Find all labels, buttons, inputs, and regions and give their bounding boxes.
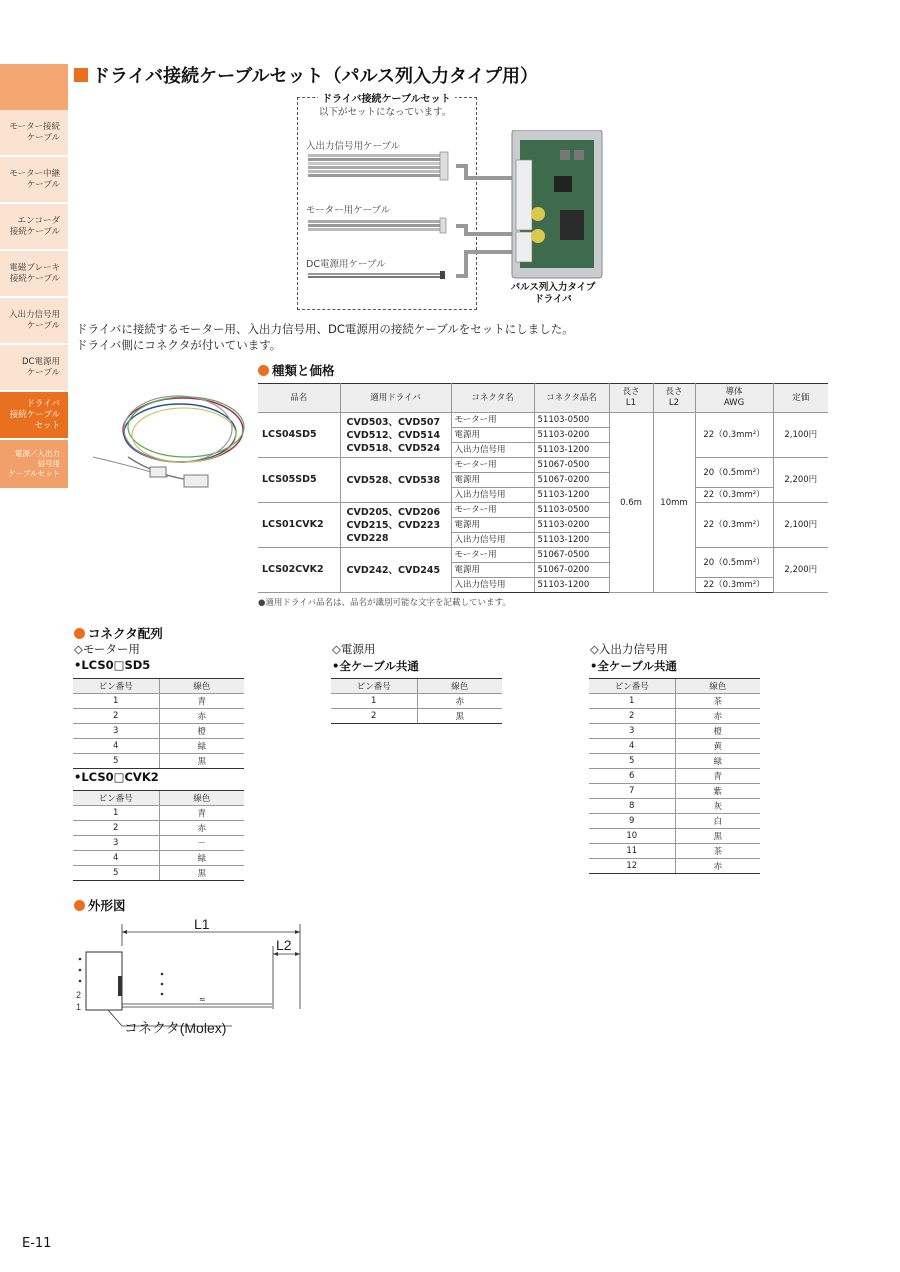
- io-pin-table: [589, 678, 760, 874]
- table-row: [73, 866, 244, 881]
- table-row: [589, 859, 760, 874]
- header-pin-number: ピン番号: [331, 679, 417, 694]
- table-row: [258, 548, 828, 563]
- sidebar-item-label: 電源／入出力 信号用 ケーブルセット: [8, 449, 60, 478]
- cvk2-pin-table: [73, 790, 244, 881]
- table-row: [331, 694, 502, 709]
- wire-color-cell: －: [159, 836, 244, 851]
- price-table-header: [258, 384, 828, 413]
- length-l2-cell: 10mm: [653, 413, 695, 593]
- table-row: [589, 799, 760, 814]
- sidebar-item-6[interactable]: [0, 345, 68, 390]
- header-l2: 長さ L2: [653, 384, 695, 413]
- wire-color-cell: 赤: [159, 709, 244, 724]
- wire-color-cell: 茶: [675, 694, 760, 709]
- connector-name-cell: 入出力信号用: [451, 443, 534, 458]
- wire-color-cell: 緑: [159, 851, 244, 866]
- io-pin-title: ◇入出力信号用: [590, 642, 668, 656]
- table-row: [589, 709, 760, 724]
- awg-cell: 20（0.5mm²）: [695, 458, 773, 488]
- header-pin-number: ピン番号: [73, 679, 159, 694]
- intro-line1: ドライバに接続するモーター用、入出力信号用、DC電源用の接続ケーブルをセットにしました。: [76, 322, 574, 336]
- price-cell: 2,100円: [773, 413, 828, 458]
- awg-cell: 22（0.3mm²）: [695, 488, 773, 503]
- driver-line: CVD242、CVD245: [346, 564, 441, 576]
- connector-name-cell: 電源用: [451, 428, 534, 443]
- connector-part-cell: 51067-0500: [534, 458, 609, 473]
- header-wire-color: 線色: [417, 679, 502, 694]
- driver-line: CVD528、CVD538: [346, 474, 441, 486]
- dc-cable-label: DC電源用ケーブル: [306, 259, 386, 270]
- l2-label: L2: [276, 937, 292, 953]
- page-title-text: ドライバ接続ケーブルセット（パルス列入力タイプ用）: [92, 66, 539, 87]
- pin-number-cell: 2: [331, 709, 417, 724]
- pin-number-cell: 5: [73, 866, 159, 881]
- outline-section-heading: [74, 896, 126, 914]
- motor-cable-image: [308, 218, 446, 233]
- pin-number-cell: 1: [589, 694, 675, 709]
- pin-number-cell: 2: [73, 821, 159, 836]
- header-awg: 導体 AWG: [695, 384, 773, 413]
- sidebar-item-4[interactable]: [0, 251, 68, 296]
- product-name-cell: LCS05SD5: [258, 458, 340, 503]
- driver-line: CVD215、CVD223: [346, 519, 441, 531]
- pin-number-cell: 4: [589, 739, 675, 754]
- wire-color-cell: 橙: [675, 724, 760, 739]
- product-name-cell: LCS02CVK2: [258, 548, 340, 593]
- io-cable-label: 入出力信号用ケーブル: [306, 141, 401, 152]
- table-row: [589, 784, 760, 799]
- pin-number-cell: 7: [589, 784, 675, 799]
- bullet-icon: [74, 900, 85, 911]
- price-cell: 2,100円: [773, 503, 828, 548]
- pin-number-cell: 11: [589, 844, 675, 859]
- connector-label: コネクタ(Molex): [124, 1020, 227, 1036]
- pin-number-cell: 6: [589, 769, 675, 784]
- table-row: [73, 754, 244, 769]
- bullet-icon: [74, 628, 85, 639]
- product-name-cell: LCS01CVK2: [258, 503, 340, 548]
- title-square-icon: [74, 68, 88, 82]
- driver-line: CVD205、CVD206: [346, 506, 441, 518]
- sidebar-item-label: モーター中継 ケーブル: [9, 168, 60, 190]
- table-row: [589, 829, 760, 844]
- sidebar-item-label: DC電源用 ケーブル: [22, 356, 60, 378]
- connector-name-cell: 入出力信号用: [451, 533, 534, 548]
- wire-color-cell: 黒: [159, 754, 244, 769]
- wire-color-cell: 黒: [675, 829, 760, 844]
- header-price: 定価: [773, 384, 828, 413]
- wire-color-cell: 赤: [675, 709, 760, 724]
- table-row: [73, 724, 244, 739]
- table-row: [589, 754, 760, 769]
- pin-number-cell: 9: [589, 814, 675, 829]
- dc-cable-image: [308, 271, 445, 279]
- wire-color-cell: 紫: [675, 784, 760, 799]
- sidebar-top-bar: [0, 64, 68, 110]
- wire-color-cell: 黄: [675, 739, 760, 754]
- awg-cell: 22（0.3mm²）: [695, 578, 773, 593]
- driver-cell: [340, 503, 451, 548]
- driver-cell: [340, 548, 451, 593]
- sidebar-nav: [0, 110, 68, 490]
- driver-line: CVD503、CVD507: [346, 416, 441, 428]
- outline-drawing: [72, 914, 312, 1044]
- bullet-icon: [258, 365, 269, 376]
- price-note: ●適用ドライバ品名は、品名が識別可能な文字を記載しています。: [258, 598, 511, 608]
- driver-cell: [340, 458, 451, 503]
- wire-color-cell: 青: [675, 769, 760, 784]
- wire-color-cell: 赤: [159, 821, 244, 836]
- connector-name-cell: 入出力信号用: [451, 488, 534, 503]
- wire-color-cell: 灰: [675, 799, 760, 814]
- pin-number-cell: 8: [589, 799, 675, 814]
- pin-number-cell: 12: [589, 859, 675, 874]
- header-connector-name: コネクタ名: [451, 384, 534, 413]
- sidebar-item-label: 電磁ブレーキ 接続ケーブル: [9, 262, 60, 284]
- connector-name-cell: 電源用: [451, 473, 534, 488]
- connector-part-cell: 51067-0500: [534, 548, 609, 563]
- driver-caption-line2: ドライバ: [534, 294, 572, 305]
- pin-section-heading: [74, 624, 163, 642]
- length-l1-cell: 0.6m: [609, 413, 653, 593]
- header-wire-color: 線色: [159, 679, 244, 694]
- driver-caption: [503, 282, 603, 306]
- pin-number-cell: 5: [589, 754, 675, 769]
- connector-part-cell: 51103-0200: [534, 428, 609, 443]
- table-row: [73, 821, 244, 836]
- wire-color-cell: 黒: [159, 866, 244, 881]
- price-section-heading: [258, 361, 335, 379]
- connector-name-cell: モーター用: [451, 458, 534, 473]
- connector-part-cell: 51103-1200: [534, 578, 609, 593]
- awg-cell: 22（0.3mm²）: [695, 413, 773, 458]
- header-name: 品名: [258, 384, 340, 413]
- sidebar-item-7[interactable]: [0, 392, 68, 438]
- pin-number-cell: 4: [73, 851, 159, 866]
- connector-part-cell: 51103-0500: [534, 503, 609, 518]
- wire-color-cell: 緑: [159, 739, 244, 754]
- pin-number-cell: 2: [73, 709, 159, 724]
- pin-number-cell: 3: [73, 836, 159, 851]
- table-row: [73, 851, 244, 866]
- wire-color-cell: 赤: [675, 859, 760, 874]
- svg-text:≈: ≈: [199, 995, 206, 1004]
- sidebar-item-5[interactable]: [0, 298, 68, 343]
- table-row: [73, 709, 244, 724]
- wire-color-cell: 黒: [417, 709, 502, 724]
- pin-number-cell: 3: [589, 724, 675, 739]
- wire-color-cell: 橙: [159, 724, 244, 739]
- pin-number-cell: 1: [331, 694, 417, 709]
- sidebar-item-2[interactable]: [0, 157, 68, 202]
- table-row: [589, 694, 760, 709]
- connector-part-cell: 51103-0200: [534, 518, 609, 533]
- table-row: [258, 503, 828, 518]
- pin2-label: 2: [76, 990, 82, 1000]
- table-row: [331, 709, 502, 724]
- price-cell: 2,200円: [773, 548, 828, 593]
- pin-table-header: [589, 679, 760, 694]
- connector-part-cell: 51103-1200: [534, 443, 609, 458]
- cable-bundle-photo: [88, 385, 248, 495]
- awg-cell: 22（0.3mm²）: [695, 503, 773, 548]
- power-pin-title: ◇電源用: [332, 642, 376, 656]
- connector-part-cell: 51067-0200: [534, 563, 609, 578]
- table-row: [589, 724, 760, 739]
- price-cell: 2,200円: [773, 458, 828, 503]
- connector-name-cell: 電源用: [451, 518, 534, 533]
- driver-line: CVD512、CVD514: [346, 429, 441, 441]
- connector-name-cell: 入出力信号用: [451, 578, 534, 593]
- wire-color-cell: 茶: [675, 844, 760, 859]
- page-number: E-11: [22, 1236, 52, 1251]
- header-connector-part: コネクタ品名: [534, 384, 609, 413]
- io-cable-image: [308, 152, 448, 180]
- power-pin-table: [331, 678, 502, 724]
- connector-name-cell: モーター用: [451, 548, 534, 563]
- table-row: [73, 836, 244, 851]
- pin-section-heading-text: コネクタ配列: [88, 626, 163, 641]
- sd5-pin-table: [73, 678, 244, 769]
- header-wire-color: 線色: [675, 679, 760, 694]
- l1-label: L1: [194, 916, 210, 932]
- sidebar-item-3[interactable]: [0, 204, 68, 249]
- pin-table-header: [73, 791, 244, 806]
- connector-part-cell: 51103-1200: [534, 533, 609, 548]
- pin-number-cell: 1: [73, 694, 159, 709]
- price-section-heading-text: 種類と価格: [272, 363, 335, 378]
- driver-cell: [340, 413, 451, 458]
- wire-color-cell: 青: [159, 694, 244, 709]
- header-driver: 適用ドライバ: [340, 384, 451, 413]
- power-pin-subtitle: •全ケーブル共通: [332, 659, 419, 673]
- pin-number-cell: 3: [73, 724, 159, 739]
- cable-set-illustration: [298, 130, 608, 280]
- intro-line2: ドライバ側にコネクタが付いています。: [76, 338, 282, 352]
- table-row: [73, 694, 244, 709]
- table-row: [73, 806, 244, 821]
- sd5-pin-title: •LCS0□SD5: [74, 658, 151, 672]
- wire-color-cell: 赤: [417, 694, 502, 709]
- header-pin-number: ピン番号: [589, 679, 675, 694]
- header-wire-color: 線色: [159, 791, 244, 806]
- pin-number-cell: 4: [73, 739, 159, 754]
- outline-section-heading-text: 外形図: [88, 898, 126, 913]
- motor-pin-title: ◇モーター用: [74, 642, 140, 656]
- table-row: [589, 769, 760, 784]
- pin-table-header: [73, 679, 244, 694]
- sidebar-item-label: 入出力信号用 ケーブル: [8, 309, 60, 331]
- price-table: [258, 383, 828, 593]
- wire-color-cell: 青: [159, 806, 244, 821]
- table-row: [73, 739, 244, 754]
- wire-color-cell: 緑: [675, 754, 760, 769]
- page-title: [74, 62, 538, 88]
- intro-text: [76, 321, 574, 353]
- io-pin-subtitle: •全ケーブル共通: [590, 659, 677, 673]
- table-row: [258, 413, 828, 428]
- sidebar-item-8[interactable]: [0, 440, 68, 488]
- table-row: [589, 814, 760, 829]
- sidebar-item-label: モーター接続 ケーブル: [9, 121, 60, 143]
- wire-color-cell: 白: [675, 814, 760, 829]
- header-l1: 長さ L1: [609, 384, 653, 413]
- driver-line: CVD518、CVD524: [346, 442, 441, 454]
- pin-number-cell: 10: [589, 829, 675, 844]
- pin-number-cell: 2: [589, 709, 675, 724]
- pin-table-header: [331, 679, 502, 694]
- connector-part-cell: 51103-0500: [534, 413, 609, 428]
- pin1-label: 1: [76, 1002, 82, 1012]
- connector-part-cell: 51103-1200: [534, 488, 609, 503]
- connector-part-cell: 51067-0200: [534, 473, 609, 488]
- sidebar-item-label: ドライバ 接続ケーブル セット: [9, 398, 60, 431]
- header-pin-number: ピン番号: [73, 791, 159, 806]
- driver-caption-line1: パルス列入力タイプ: [510, 282, 596, 293]
- pin-number-cell: 5: [73, 754, 159, 769]
- table-row: [258, 458, 828, 473]
- awg-cell: 20（0.5mm²）: [695, 548, 773, 578]
- connector-name-cell: モーター用: [451, 503, 534, 518]
- motor-cable-label: モーター用ケーブル: [306, 205, 391, 216]
- product-name-cell: LCS04SD5: [258, 413, 340, 458]
- cable-set-box-subtitle: 以下がセットになっています。: [319, 107, 452, 118]
- table-row: [589, 844, 760, 859]
- connector-name-cell: モーター用: [451, 413, 534, 428]
- driver-board-image: [512, 130, 602, 278]
- cable-set-box-title: ドライバ接続ケーブルセット: [318, 90, 455, 105]
- cvk2-pin-title: •LCS0□CVK2: [74, 770, 159, 784]
- table-row: [589, 739, 760, 754]
- pin-number-cell: 1: [73, 806, 159, 821]
- sidebar-item-1[interactable]: [0, 110, 68, 155]
- connector-name-cell: 電源用: [451, 563, 534, 578]
- sidebar-item-label: エンコーダ 接続ケーブル: [9, 215, 60, 237]
- driver-line: CVD228: [346, 532, 389, 544]
